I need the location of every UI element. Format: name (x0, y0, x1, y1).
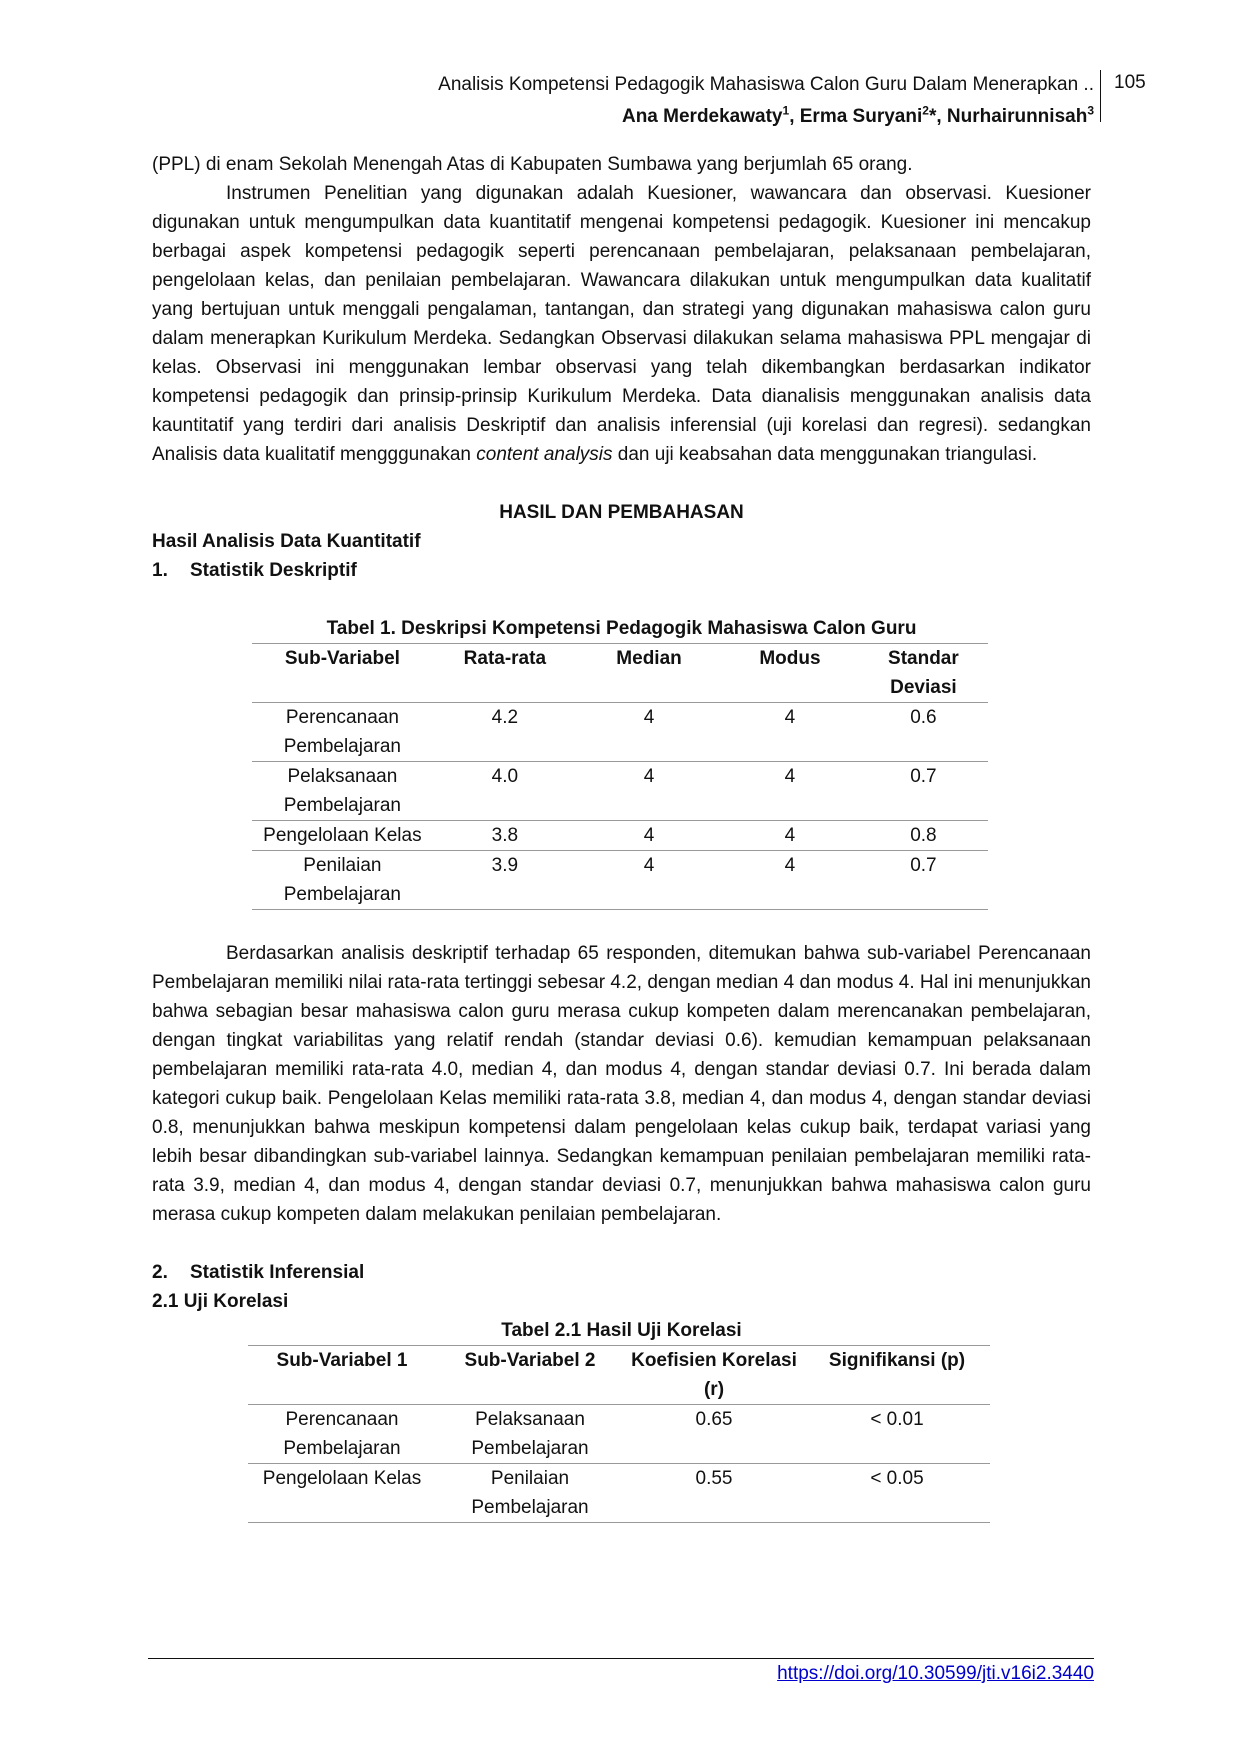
header-divider (1100, 70, 1101, 122)
analysis-paragraph: Berdasarkan analisis deskriptif terhadap 65 responden, ditemukan bahwa sub-variabel Perencanaan Pembelajaran memiliki nilai rata-rata tertinggi sebesar 4.2, dengan median 4 dan modus 4. Hal ini menunjukkan bahwa sebagian besar mahasiswa calon guru merasa cukup kompeten dalam merencanakan pembelajaran, dengan tingkat variabilitas yang relatif rendah (standar deviasi 0.6). kemudian kemampuan pelaksanaan pembelajaran memiliki rata-rata 4.0, median 4, dan modus 4, dengan standar deviasi 0.7. Ini berada dalam kategori cukup baik. Pengelolaan Kelas memiliki rata-rata 3.8, median 4, dan modus 4, dengan standar deviasi 0.8, menunjukkan bahwa meskipun kompetensi dalam pengelolaan kelas cukup baik, terdapat variasi yang lebih besar dibandingkan sub-variabel lainnya. Sedangkan kemampuan penilaian pembelajaran memiliki rata-rata 3.9, median 4, dan modus 4, dengan standar deviasi 0.7, menunjukkan bahwa mahasiswa calon guru merasa cukup kompeten dalam melakukan penilaian pembelajaran. (152, 943, 1091, 1225)
th-rata-rata: Rata-rata (463, 648, 547, 669)
table2-caption: Tabel 2.1 Hasil Uji Korelasi (501, 1320, 742, 1341)
author-2: Erma Suryani$^2$*, (799, 104, 947, 128)
table-row: Pelaksanaan Pembelajaran 4.0 4 4 0.7 (252, 762, 988, 821)
th-modus: Modus (759, 648, 821, 669)
table-row: Perencanaan Pembelajaran 4.2 4 4 0.6 (252, 703, 988, 762)
table-row: Penilaian Pembelajaran 3.9 4 4 0.7 (252, 851, 988, 910)
table1-caption: Tabel 1. Deskripsi Kompetensi Pedagogik Mahasiswa Calon Guru (326, 618, 917, 639)
numbered-heading-2: 2. Statistik Inferensial (152, 1262, 365, 1283)
intro-line: (PPL) di enam Sekolah Menengah Atas di Kabupaten Sumbawa yang berjumlah 65 orang. (152, 154, 913, 175)
th-standar-deviasi: Standar Deviasi (888, 648, 959, 698)
table-correlation (248, 1345, 990, 1523)
table-row: Perencanaan Pembelajaran Pelaksanaan Pembelajaran 0.65 < 0.01 (248, 1405, 990, 1464)
footer-divider (148, 1658, 1094, 1659)
author-3: Nurhairunnisah$^3$ (946, 104, 1094, 128)
th-signifikansi: Signifikansi (p) (828, 1350, 966, 1371)
subsection-heading: Hasil Analisis Data Kuantitatif (152, 531, 421, 552)
page-number: 105 (1114, 72, 1146, 93)
running-header (438, 72, 1094, 130)
table-header-row (252, 644, 988, 703)
table-row: Pengelolaan Kelas 3.8 4 4 0.8 (252, 821, 988, 851)
th-sub-variabel-1: Sub-Variabel 1 (276, 1350, 408, 1371)
table-descriptive (252, 643, 988, 910)
body-content (152, 150, 1091, 1523)
table-row: Pengelolaan Kelas Penilaian Pembelajaran 0.55 < 0.05 (248, 1464, 990, 1523)
author-1: Ana Merdekawaty$^1$, (621, 104, 800, 128)
method-paragraph: Instrumen Penelitian yang digunakan adalah Kuesioner, wawancara dan observasi. Kuesioner digunakan untuk mengumpulkan data kuantitatif mengenai kompetensi pedagogik. Kuesioner ini mencakup berbagai aspek kompetensi pedagogik seperti perencanaan pembelajaran, pelaksanaan pembelajaran, pengelolaan kelas, dan penilaian pembelajaran. Wawancara dilakukan untuk mengumpulkan data kualitatif yang bertujuan untuk menggali pengalaman, tantangan, dan strategi yang digunakan mahasiswa calon guru dalam menerapkan Kurikulum Merdeka. Sedangkan Observasi dilakukan selama mahasiswa PPL mengajar di kelas. Observasi ini menggunakan lembar observasi yang telah dikembangkan berdasarkan indikator kompetensi pedagogik dan prinsip-prinsip Kurikulum Merdeka. Data dianalisis menggunakan analisis data kauntitatif yang terdiri dari analisis Deskriptif dan analisis inferensial (uji korelasi dan regresi). sedangkan Analisis data kualitatif mengggunakan content analysis dan uji keabsahan data menggunakan triangulasi. (152, 183, 1091, 465)
running-title: Analisis Kompetensi Pedagogik Mahasiswa Calon Guru Dalam Menerapkan .. (438, 74, 1094, 95)
italic-term: content analysis (476, 444, 613, 465)
th-koefisien: Koefisien Korelasi (r) (631, 1350, 797, 1400)
subsection-heading-2-1: 2.1 Uji Korelasi (152, 1291, 289, 1312)
th-median: Median (616, 648, 682, 669)
numbered-heading-1: 1. Statistik Deskriptif (152, 560, 357, 581)
table-header-row (248, 1346, 990, 1405)
author-list (438, 98, 1094, 130)
doi-link[interactable]: https://doi.org/10.30599/jti.v16i2.3440 (777, 1663, 1094, 1684)
section-heading: HASIL DAN PEMBAHASAN (499, 502, 744, 523)
th-sub-variabel: Sub-Variabel (284, 648, 400, 669)
th-sub-variabel-2: Sub-Variabel 2 (464, 1350, 596, 1371)
